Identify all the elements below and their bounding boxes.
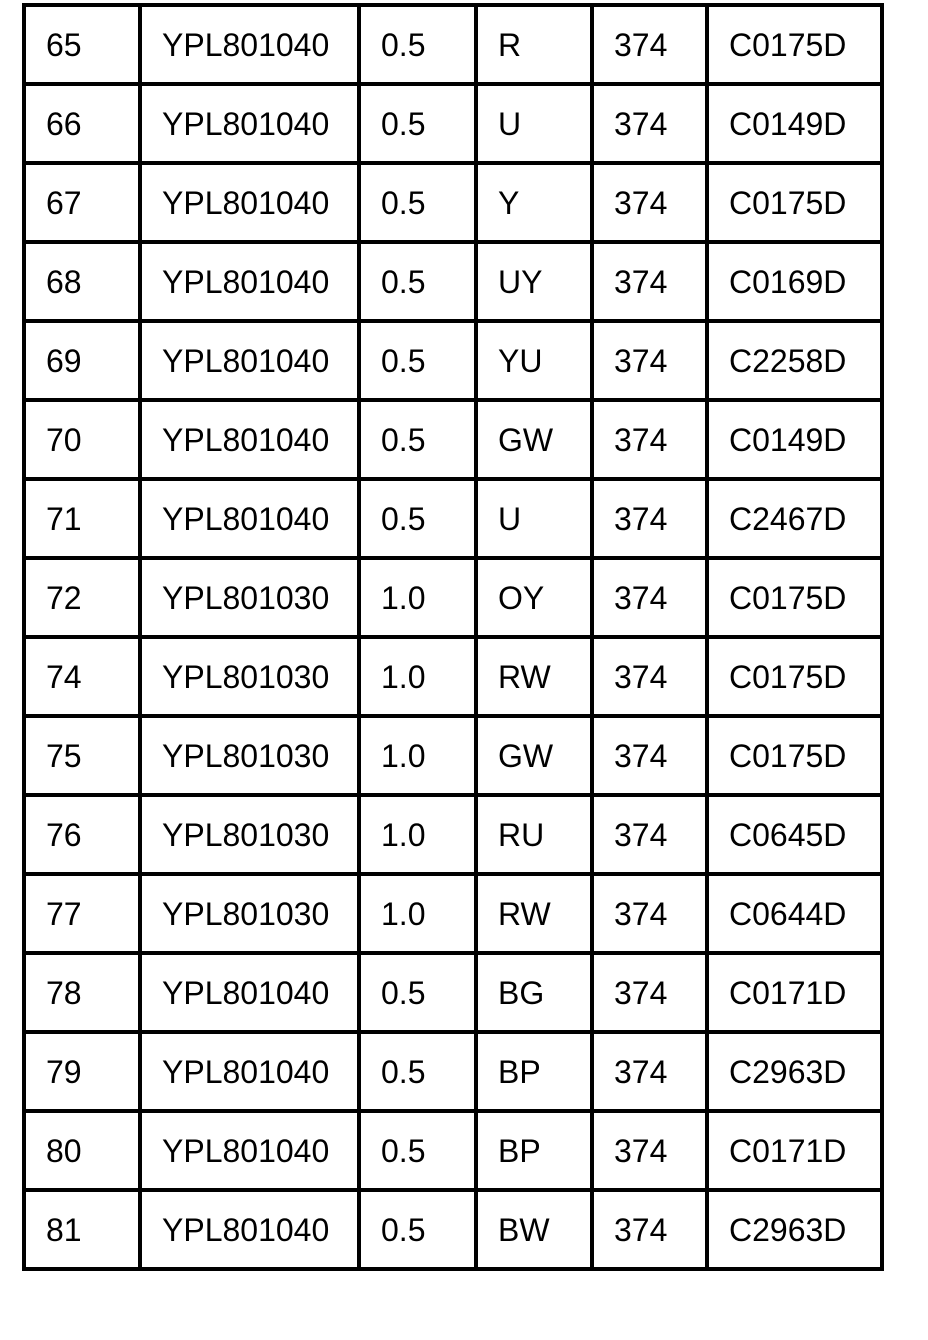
part-number-cell: YPL801030 <box>140 795 359 874</box>
value-cell: 0.5 <box>359 1190 476 1269</box>
code-cell: RU <box>476 795 592 874</box>
code-cell: BP <box>476 1032 592 1111</box>
series-cell: 374 <box>592 1190 707 1269</box>
table-row <box>24 479 882 558</box>
row-number-cell: 75 <box>24 716 140 795</box>
value-cell: 0.5 <box>359 479 476 558</box>
series-cell: 374 <box>592 716 707 795</box>
table-row <box>24 163 882 242</box>
table-body <box>24 5 882 1269</box>
row-number-cell: 72 <box>24 558 140 637</box>
catalog-code-cell: C0149D <box>707 84 882 163</box>
row-number-cell: 66 <box>24 84 140 163</box>
value-cell: 1.0 <box>359 637 476 716</box>
code-cell: RW <box>476 874 592 953</box>
code-cell: BG <box>476 953 592 1032</box>
catalog-code-cell: C2963D <box>707 1032 882 1111</box>
table-row <box>24 874 882 953</box>
row-number-cell: 77 <box>24 874 140 953</box>
series-cell: 374 <box>592 479 707 558</box>
catalog-code-cell: C0171D <box>707 1111 882 1190</box>
table-row <box>24 400 882 479</box>
value-cell: 0.5 <box>359 1111 476 1190</box>
table-row <box>24 1032 882 1111</box>
row-number-cell: 78 <box>24 953 140 1032</box>
catalog-code-cell: C2963D <box>707 1190 882 1269</box>
data-table <box>22 3 884 1271</box>
code-cell: YU <box>476 321 592 400</box>
catalog-code-cell: C0169D <box>707 242 882 321</box>
table-row <box>24 1111 882 1190</box>
row-number-cell: 71 <box>24 479 140 558</box>
code-cell: BW <box>476 1190 592 1269</box>
value-cell: 0.5 <box>359 5 476 84</box>
value-cell: 0.5 <box>359 400 476 479</box>
row-number-cell: 70 <box>24 400 140 479</box>
value-cell: 0.5 <box>359 1032 476 1111</box>
row-number-cell: 81 <box>24 1190 140 1269</box>
part-number-cell: YPL801030 <box>140 637 359 716</box>
catalog-code-cell: C0171D <box>707 953 882 1032</box>
part-number-cell: YPL801040 <box>140 1190 359 1269</box>
value-cell: 1.0 <box>359 795 476 874</box>
table-row <box>24 795 882 874</box>
code-cell: U <box>476 479 592 558</box>
series-cell: 374 <box>592 1111 707 1190</box>
code-cell: Y <box>476 163 592 242</box>
row-number-cell: 79 <box>24 1032 140 1111</box>
value-cell: 0.5 <box>359 163 476 242</box>
series-cell: 374 <box>592 400 707 479</box>
table-row <box>24 1190 882 1269</box>
code-cell: RW <box>476 637 592 716</box>
table-row <box>24 84 882 163</box>
code-cell: BP <box>476 1111 592 1190</box>
value-cell: 0.5 <box>359 242 476 321</box>
code-cell: UY <box>476 242 592 321</box>
catalog-code-cell: C2258D <box>707 321 882 400</box>
value-cell: 0.5 <box>359 84 476 163</box>
part-number-cell: YPL801040 <box>140 242 359 321</box>
table-row <box>24 716 882 795</box>
row-number-cell: 67 <box>24 163 140 242</box>
row-number-cell: 69 <box>24 321 140 400</box>
table-row <box>24 953 882 1032</box>
series-cell: 374 <box>592 321 707 400</box>
catalog-code-cell: C0175D <box>707 637 882 716</box>
code-cell: U <box>476 84 592 163</box>
code-cell: GW <box>476 716 592 795</box>
row-number-cell: 68 <box>24 242 140 321</box>
catalog-code-cell: C0645D <box>707 795 882 874</box>
row-number-cell: 65 <box>24 5 140 84</box>
code-cell: GW <box>476 400 592 479</box>
part-number-cell: YPL801040 <box>140 1032 359 1111</box>
table-row <box>24 558 882 637</box>
table-row <box>24 5 882 84</box>
part-number-cell: YPL801030 <box>140 716 359 795</box>
series-cell: 374 <box>592 1032 707 1111</box>
part-number-cell: YPL801040 <box>140 953 359 1032</box>
catalog-code-cell: C0175D <box>707 558 882 637</box>
code-cell: OY <box>476 558 592 637</box>
value-cell: 1.0 <box>359 716 476 795</box>
series-cell: 374 <box>592 163 707 242</box>
table-row <box>24 321 882 400</box>
value-cell: 0.5 <box>359 953 476 1032</box>
catalog-code-cell: C0175D <box>707 716 882 795</box>
part-number-cell: YPL801040 <box>140 321 359 400</box>
series-cell: 374 <box>592 558 707 637</box>
catalog-code-cell: C0175D <box>707 163 882 242</box>
series-cell: 374 <box>592 5 707 84</box>
series-cell: 374 <box>592 953 707 1032</box>
series-cell: 374 <box>592 874 707 953</box>
row-number-cell: 80 <box>24 1111 140 1190</box>
table-row <box>24 242 882 321</box>
catalog-code-cell: C0175D <box>707 5 882 84</box>
catalog-code-cell: C2467D <box>707 479 882 558</box>
part-number-cell: YPL801040 <box>140 400 359 479</box>
part-number-cell: YPL801030 <box>140 874 359 953</box>
part-number-cell: YPL801030 <box>140 558 359 637</box>
series-cell: 374 <box>592 84 707 163</box>
table-row <box>24 637 882 716</box>
catalog-code-cell: C0149D <box>707 400 882 479</box>
row-number-cell: 76 <box>24 795 140 874</box>
series-cell: 374 <box>592 795 707 874</box>
part-number-cell: YPL801040 <box>140 1111 359 1190</box>
part-number-cell: YPL801040 <box>140 5 359 84</box>
value-cell: 1.0 <box>359 558 476 637</box>
series-cell: 374 <box>592 637 707 716</box>
part-number-cell: YPL801040 <box>140 84 359 163</box>
part-number-cell: YPL801040 <box>140 163 359 242</box>
row-number-cell: 74 <box>24 637 140 716</box>
value-cell: 1.0 <box>359 874 476 953</box>
catalog-code-cell: C0644D <box>707 874 882 953</box>
series-cell: 374 <box>592 242 707 321</box>
code-cell: R <box>476 5 592 84</box>
part-number-cell: YPL801040 <box>140 479 359 558</box>
value-cell: 0.5 <box>359 321 476 400</box>
